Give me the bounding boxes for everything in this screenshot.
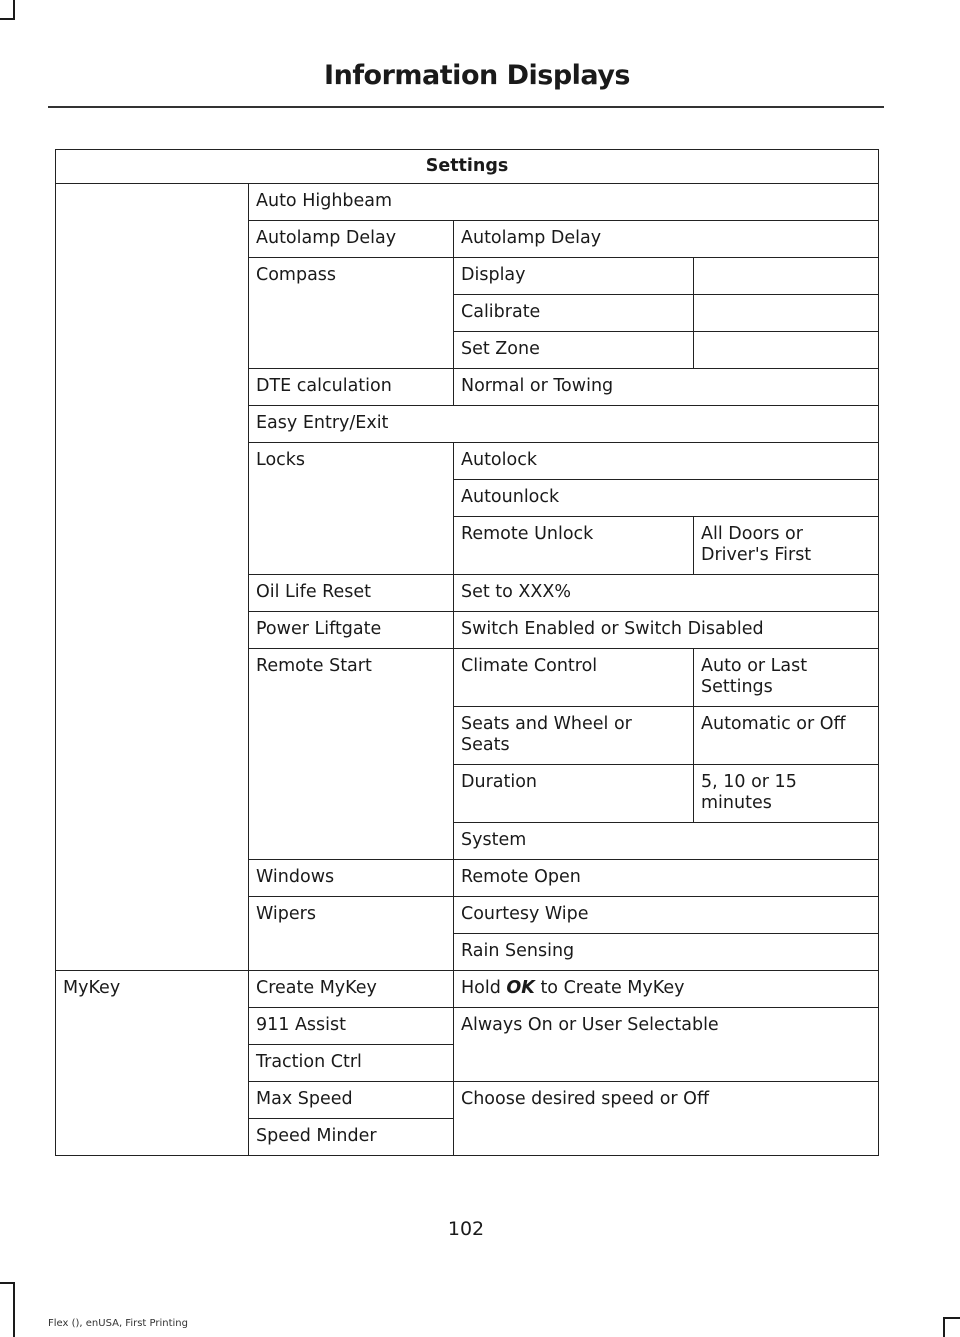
- table-cell: Easy Entry/Exit: [249, 406, 879, 443]
- table-cell: [56, 184, 249, 971]
- table-cell: 5, 10 or 15 minutes: [694, 765, 879, 823]
- table-cell: Compass: [249, 258, 454, 369]
- table-cell: Traction Ctrl: [249, 1045, 454, 1082]
- page-title: Information Displays: [324, 60, 630, 91]
- table-cell: Calibrate: [454, 295, 694, 332]
- table-cell: Remote Open: [454, 860, 879, 897]
- table-cell: Remote Start: [249, 649, 454, 860]
- table-cell: Set Zone: [454, 332, 694, 369]
- table-cell: Set to XXX%: [454, 575, 879, 612]
- table-cell: Oil Life Reset: [249, 575, 454, 612]
- table-cell: Choose desired speed or Off: [454, 1082, 879, 1156]
- crop-mark: [0, 1282, 15, 1284]
- table-cell: DTE calculation: [249, 369, 454, 406]
- table-cell: Autolamp Delay: [454, 221, 879, 258]
- settings-table: [55, 149, 879, 1156]
- table-cell: Normal or Towing: [454, 369, 879, 406]
- table-cell: Always On or User Selectable: [454, 1008, 879, 1082]
- table-cell: [694, 258, 879, 295]
- table-cell: Autolock: [454, 443, 879, 480]
- edition-footer: Flex (), enUSA, First Printing: [48, 1318, 188, 1329]
- table-header-row: [56, 150, 879, 184]
- table-cell: [454, 971, 879, 1008]
- table-heading: Settings: [56, 150, 879, 184]
- table-cell: Duration: [454, 765, 694, 823]
- table-cell: Seats and Wheel or Seats: [454, 707, 694, 765]
- table-cell: [694, 332, 879, 369]
- table-cell: Climate Control: [454, 649, 694, 707]
- crop-mark: [13, 0, 15, 20]
- crop-mark: [0, 18, 15, 20]
- table-cell: Auto Highbeam: [249, 184, 879, 221]
- table-cell: Autounlock: [454, 480, 879, 517]
- page-number: 102: [447, 1218, 485, 1240]
- table-cell: Display: [454, 258, 694, 295]
- table-cell: Windows: [249, 860, 454, 897]
- table-row: [56, 184, 879, 221]
- crop-mark: [13, 1282, 15, 1337]
- table-cell: Max Speed: [249, 1082, 454, 1119]
- table-cell: Switch Enabled or Switch Disabled: [454, 612, 879, 649]
- table-cell: System: [454, 823, 879, 860]
- table-cell: Auto or Last Settings: [694, 649, 879, 707]
- instruction-prefix: Hold: [461, 978, 501, 998]
- table-cell: MyKey: [56, 971, 249, 1156]
- table-row: [56, 971, 879, 1008]
- table-cell: Power Liftgate: [249, 612, 454, 649]
- table-cell: Automatic or Off: [694, 707, 879, 765]
- table-cell: All Doors or Driver's First: [694, 517, 879, 575]
- crop-mark: [943, 1317, 960, 1319]
- instruction-suffix: to Create MyKey: [540, 978, 685, 998]
- table-cell: Rain Sensing: [454, 934, 879, 971]
- table-cell: Courtesy Wipe: [454, 897, 879, 934]
- header-divider: [48, 106, 884, 108]
- table-cell: Remote Unlock: [454, 517, 694, 575]
- ok-key-label: OK: [506, 978, 535, 998]
- table-cell: 911 Assist: [249, 1008, 454, 1045]
- table-cell: Create MyKey: [249, 971, 454, 1008]
- table-cell: Locks: [249, 443, 454, 575]
- crop-mark: [943, 1317, 945, 1337]
- table-cell: Wipers: [249, 897, 454, 971]
- table-cell: [694, 295, 879, 332]
- table-cell: Autolamp Delay: [249, 221, 454, 258]
- table-cell: Speed Minder: [249, 1119, 454, 1156]
